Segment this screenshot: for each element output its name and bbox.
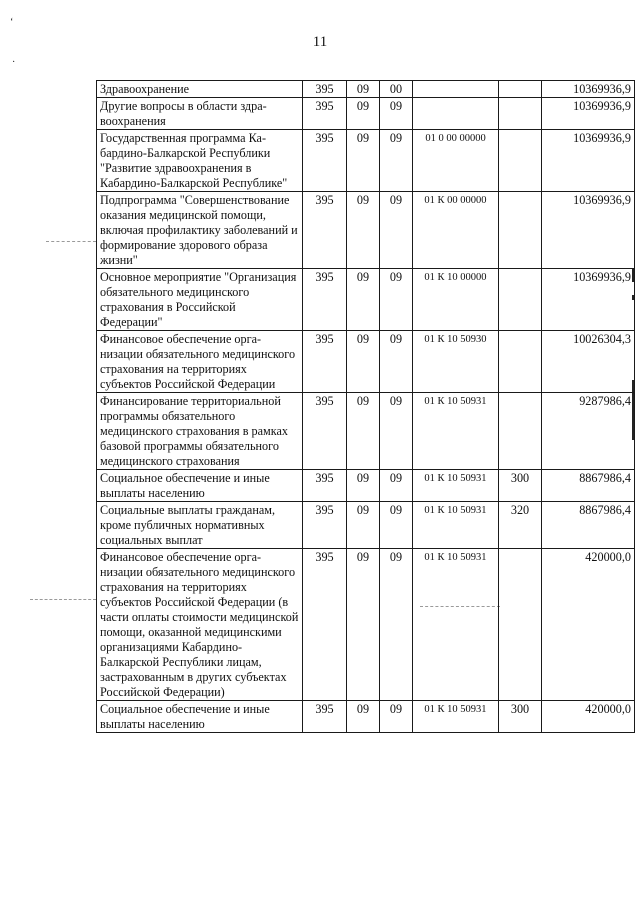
row-name-cell	[97, 269, 303, 331]
expense-type-cell	[499, 98, 542, 130]
section-code-cell: 09	[347, 269, 380, 331]
row-name-cell	[97, 98, 303, 130]
row-name-cell	[97, 549, 303, 701]
table-row	[97, 549, 635, 701]
ministry-code-cell: 395	[303, 502, 347, 549]
expense-type-cell	[499, 130, 542, 192]
subsection-code-cell: 09	[380, 393, 413, 470]
ministry-code-cell: 395	[303, 393, 347, 470]
scan-line-artifact	[30, 599, 96, 600]
amount-cell: 8867986,4	[542, 502, 635, 549]
row-name-cell	[97, 331, 303, 393]
ministry-code-cell: 395	[303, 192, 347, 269]
subsection-code-cell: 09	[380, 130, 413, 192]
section-code-cell: 09	[347, 549, 380, 701]
row-name-cell	[97, 502, 303, 549]
table-row	[97, 81, 635, 98]
amount-cell: 10369936,9	[542, 130, 635, 192]
expense-type-cell	[499, 192, 542, 269]
subsection-code-cell: 09	[380, 502, 413, 549]
page-number: 11	[312, 34, 328, 50]
section-code-cell: 09	[347, 130, 380, 192]
row-name: Другие вопросы в области здравоохранения	[100, 99, 267, 128]
row-name-cell	[97, 130, 303, 192]
subsection-code-cell: 09	[380, 98, 413, 130]
amount-cell: 10369936,9	[542, 269, 635, 331]
target-article-cell: 01 К 00 00000	[413, 192, 499, 269]
expense-type-cell: 320	[499, 502, 542, 549]
section-code-cell: 09	[347, 470, 380, 502]
amount-cell: 10369936,9	[542, 81, 635, 98]
expense-type-cell	[499, 549, 542, 701]
subsection-code-cell: 09	[380, 470, 413, 502]
row-name: Социальное обеспечение и иные выплаты населению	[100, 471, 270, 500]
subsection-code-cell: 09	[380, 331, 413, 393]
row-name: Социальное обеспечение и иные выплаты населению	[100, 702, 270, 731]
expense-type-cell	[499, 81, 542, 98]
ministry-code-cell: 395	[303, 701, 347, 733]
subsection-code-cell: 00	[380, 81, 413, 98]
table-row	[97, 269, 635, 331]
row-name: Основное мероприятие "Организация обязательного медицинского страхования в Российской Федерации"	[100, 270, 297, 329]
target-article-cell: 01 К 10 50931	[413, 502, 499, 549]
row-name: Государственная программа Кабардино-Балкарской Республики "Развитие здравоохранения в Кабардино-Балкарской Республике"	[100, 131, 288, 190]
row-name: Подпрограмма "Совершенствование оказания медицинской помощи, включая профилактику заболеваний и формирование здорового образа жизни"	[100, 193, 298, 267]
ministry-code-cell: 395	[303, 470, 347, 502]
row-name: Социальные выплаты гражданам, кроме публичных нормативных социальных выплат	[100, 503, 276, 547]
row-name: Финансовое обеспечение организации обязательного медицинского страхования на территориях субъектов Российской Федерации	[100, 332, 296, 391]
target-article-cell: 01 К 10 50930	[413, 331, 499, 393]
target-article-cell: 01 К 10 50931	[413, 549, 499, 701]
table-row	[97, 130, 635, 192]
section-code-cell: 09	[347, 502, 380, 549]
amount-cell: 10026304,3	[542, 331, 635, 393]
section-code-cell: 09	[347, 331, 380, 393]
amount-cell: 420000,0	[542, 701, 635, 733]
subsection-code-cell: 09	[380, 549, 413, 701]
row-name-cell	[97, 470, 303, 502]
row-name-cell	[97, 701, 303, 733]
budget-table	[96, 80, 635, 733]
expense-type-cell: 300	[499, 470, 542, 502]
table-row	[97, 98, 635, 130]
section-code-cell: 09	[347, 81, 380, 98]
table-row	[97, 470, 635, 502]
amount-cell: 10369936,9	[542, 192, 635, 269]
expense-type-cell	[499, 269, 542, 331]
scan-line-artifact	[46, 241, 96, 242]
table-row	[97, 393, 635, 470]
table-row	[97, 701, 635, 733]
ministry-code-cell: 395	[303, 549, 347, 701]
target-article-cell: 01 К 10 00000	[413, 269, 499, 331]
target-article-cell: 01 0 00 00000	[413, 130, 499, 192]
table-row	[97, 331, 635, 393]
table-row	[97, 502, 635, 549]
amount-cell: 8867986,4	[542, 470, 635, 502]
scan-speck-mark: ·	[12, 57, 16, 68]
ministry-code-cell: 395	[303, 331, 347, 393]
table-row	[97, 192, 635, 269]
scan-speck-mark: ‘	[10, 17, 14, 28]
section-code-cell: 09	[347, 701, 380, 733]
section-code-cell: 09	[347, 98, 380, 130]
expense-type-cell	[499, 393, 542, 470]
section-code-cell: 09	[347, 393, 380, 470]
target-article-cell: 01 К 10 50931	[413, 470, 499, 502]
row-name: Здравоохранение	[100, 82, 190, 96]
target-article-cell: 01 К 10 50931	[413, 701, 499, 733]
subsection-code-cell: 09	[380, 192, 413, 269]
row-name-cell	[97, 81, 303, 98]
row-name-cell	[97, 192, 303, 269]
section-code-cell: 09	[347, 192, 380, 269]
expense-type-cell	[499, 331, 542, 393]
subsection-code-cell: 09	[380, 701, 413, 733]
ministry-code-cell: 395	[303, 269, 347, 331]
ministry-code-cell: 395	[303, 81, 347, 98]
expense-type-cell: 300	[499, 701, 542, 733]
row-name: Финансовое обеспечение организации обязательного медицинского страхования на территориях субъектов Российской Федерации (в части оплаты стоимости медицинской помощи, оказанной медицинскими организациями Кабардино-Балкарской Республики лицам, застрахованным в других субъектах Российской Федерации)	[100, 550, 299, 699]
target-article-cell	[413, 81, 499, 98]
ministry-code-cell: 395	[303, 130, 347, 192]
row-name: Финансирование территориальной программы обязательного медицинского страхования в рамках базовой программы обязательного медицинского страхования	[100, 394, 288, 468]
ministry-code-cell: 395	[303, 98, 347, 130]
amount-cell: 9287986,4	[542, 393, 635, 470]
amount-cell: 420000,0	[542, 549, 635, 701]
subsection-code-cell: 09	[380, 269, 413, 331]
row-name-cell	[97, 393, 303, 470]
target-article-cell: 01 К 10 50931	[413, 393, 499, 470]
target-article-cell	[413, 98, 499, 130]
amount-cell: 10369936,9	[542, 98, 635, 130]
